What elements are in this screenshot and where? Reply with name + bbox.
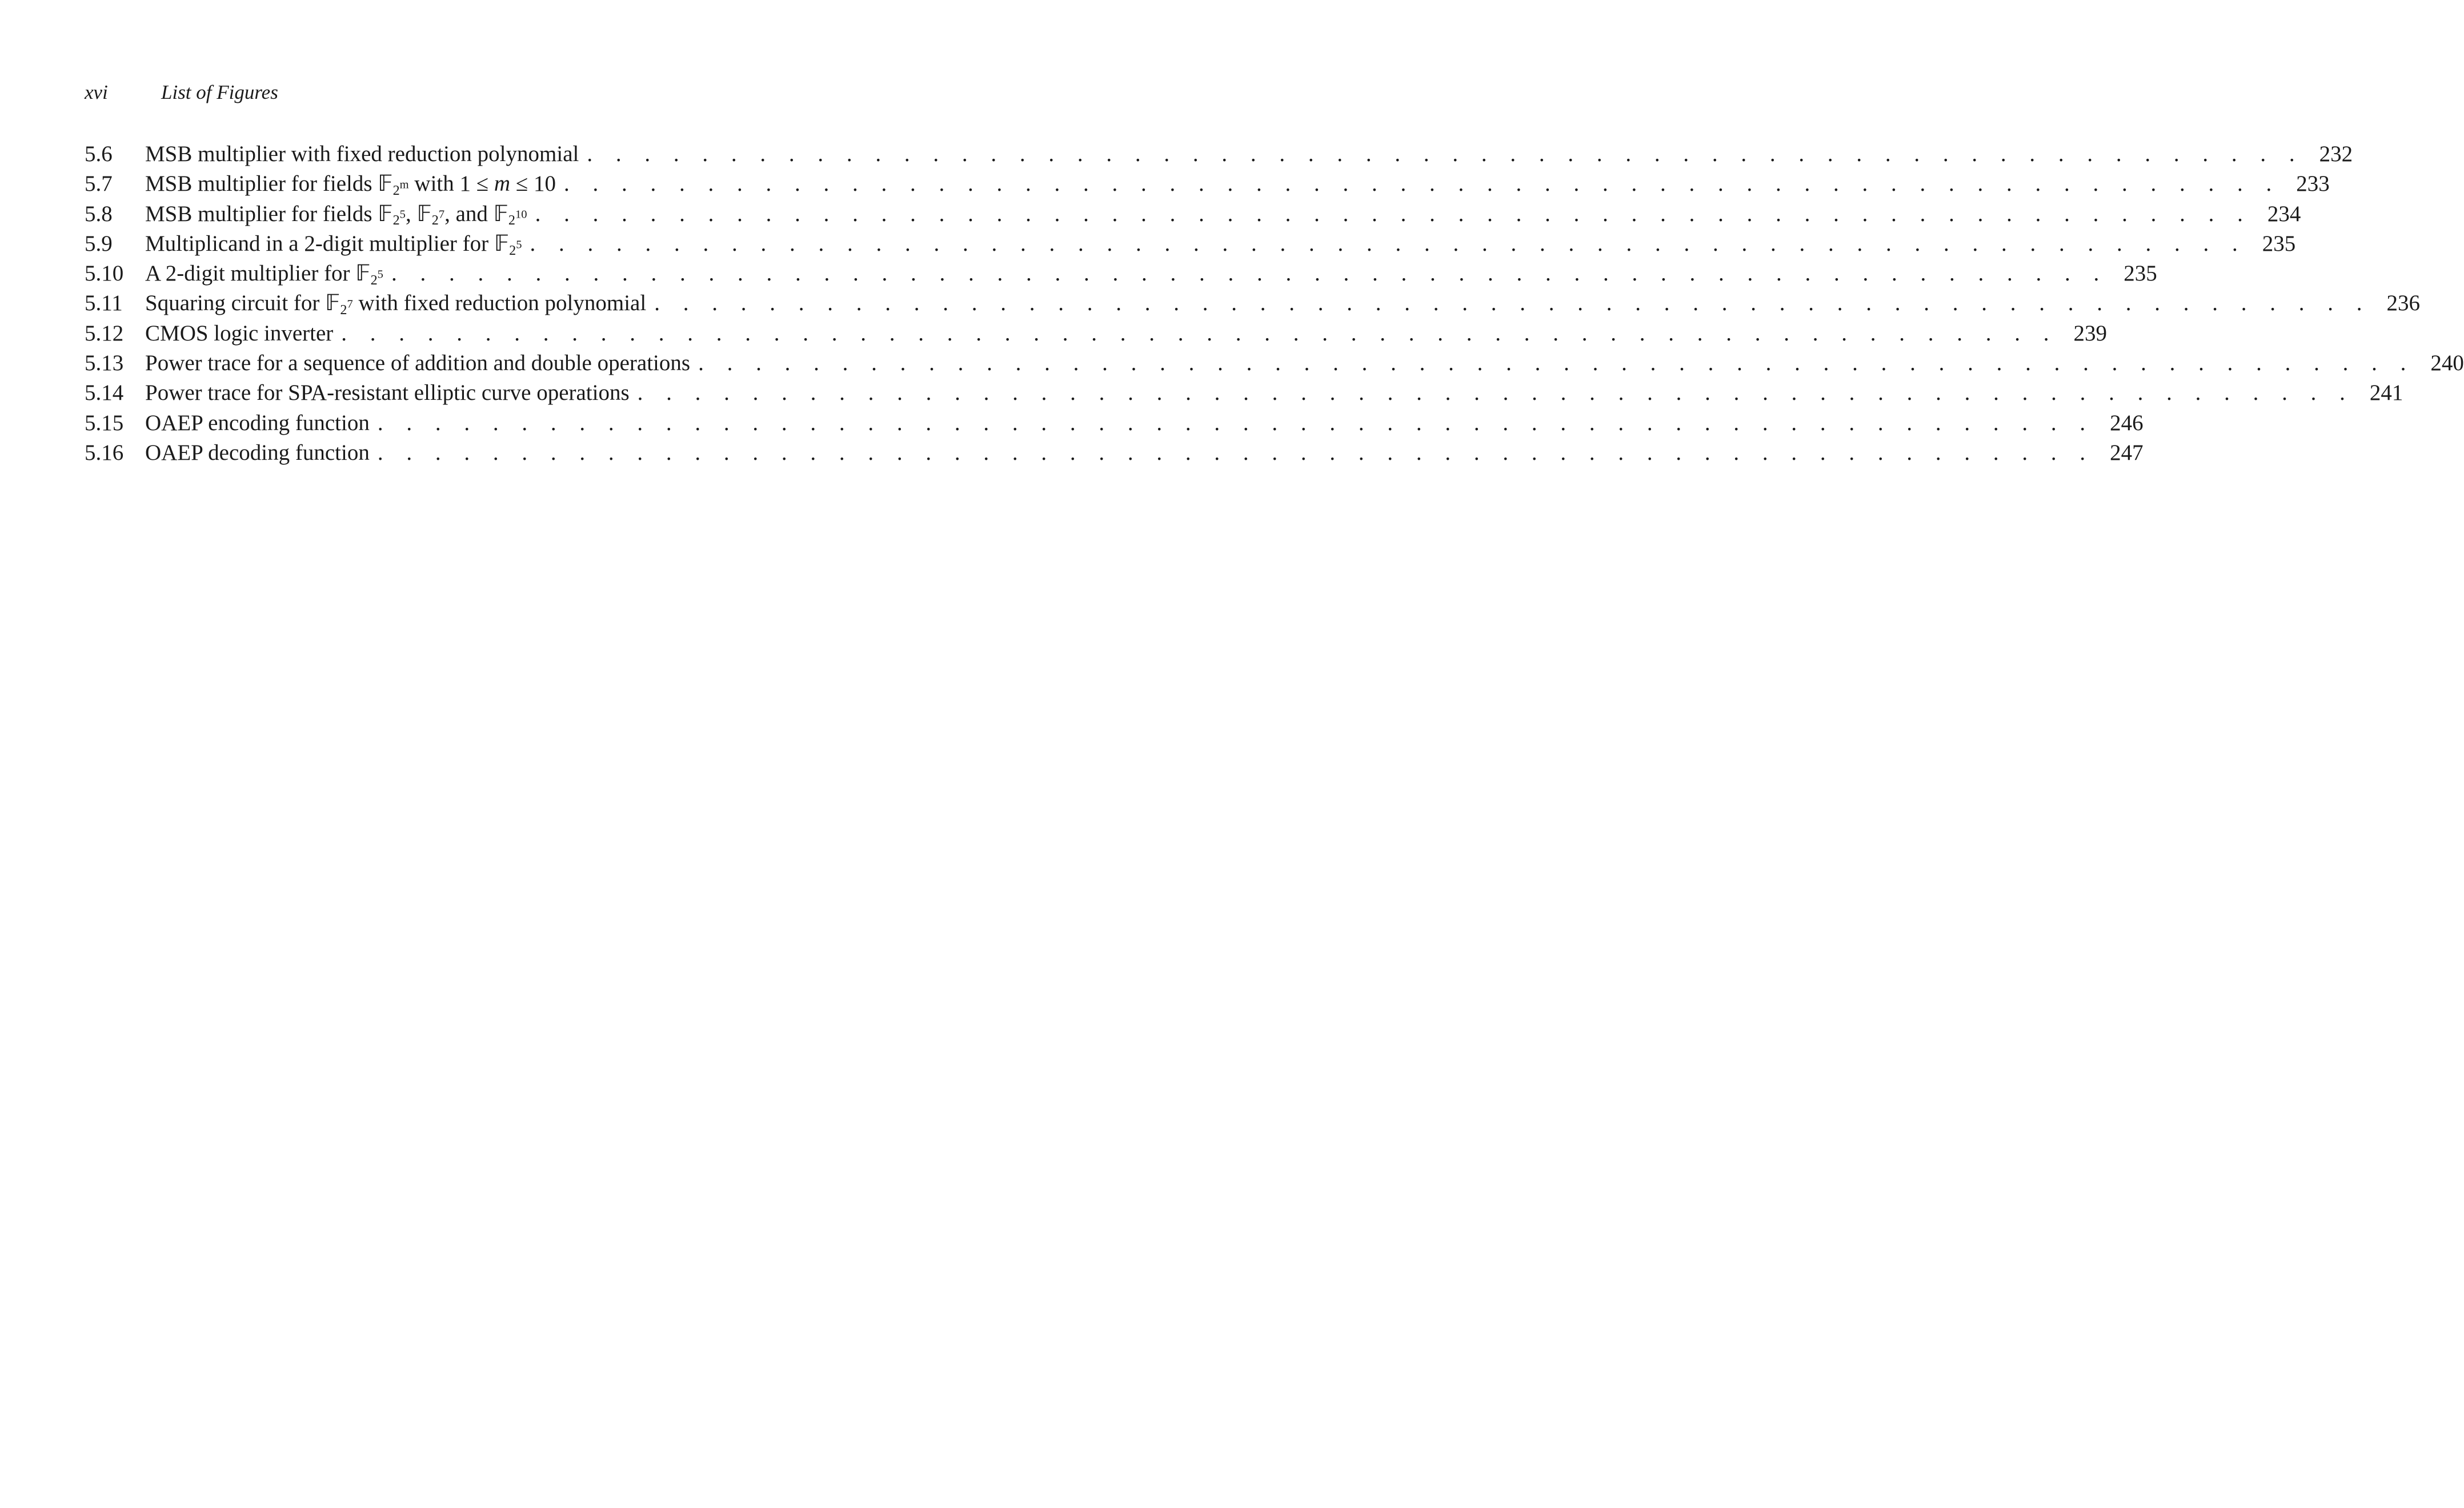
figure-page-number: 233: [2296, 171, 2330, 196]
figure-page-number: 239: [2073, 320, 2108, 346]
figure-title: MSB multiplier for fields 𝔽$_{2^5}$, 𝔽$_{2^7}$, and 𝔽$_{2^{10}}$: [145, 201, 527, 228]
running-title: List of Figures: [161, 81, 278, 103]
dot-leader: . . . . . . . . . . . . . . . . . . . . . . . . . . . . . . . . . . . . . . . . . . . . . . . . . . . . . . . . . . . .: [377, 440, 2094, 465]
figure-number: 5.12: [85, 320, 124, 346]
figure-number: 5.11: [85, 291, 123, 316]
figure-page-number: 246: [2110, 410, 2144, 435]
dot-leader: . . . . . . . . . . . . . . . . . . . . . . . . . . . . . . . . . . . . . . . . . . . . . . . . . . . . . . . . . . . .: [698, 351, 2415, 376]
figure-page-number: 241: [2369, 380, 2403, 406]
figure-number: 5.6: [85, 142, 113, 166]
figure-title: Power trace for a sequence of addition and double operations: [145, 351, 691, 376]
figure-page-number: 236: [2386, 291, 2420, 316]
figure-entry[interactable]: [85, 199, 2301, 229]
dot-leader: . . . . . . . . . . . . . . . . . . . . . . . . . . . . . . . . . . . . . . . . . . . . . . . . . . . . . . . . . . . .: [377, 410, 2094, 435]
figure-entry[interactable]: [85, 319, 2108, 348]
figure-entry[interactable]: [85, 408, 2144, 438]
figure-title: Multiplicand in a 2-digit multiplier for 𝔽$_{2^5}$: [145, 231, 522, 258]
figure-title: CMOS logic inverter: [145, 320, 334, 346]
dot-leader: . . . . . . . . . . . . . . . . . . . . . . . . . . . . . . . . . . . . . . . . . . . . . . . . . . . . . . . . . . . .: [341, 320, 2058, 346]
figure-entry[interactable]: [85, 229, 2296, 259]
figure-page-number: 235: [2124, 261, 2157, 286]
figure-title: MSB multiplier for fields 𝔽$_{2^m}$ with 1 ≤ m ≤ 10: [145, 171, 556, 199]
figure-entry[interactable]: [85, 139, 2353, 169]
running-header: [85, 81, 278, 110]
dot-leader: . . . . . . . . . . . . . . . . . . . . . . . . . . . . . . . . . . . . . . . . . . . . . . . . . . . . . . . . . . . .: [587, 142, 2304, 166]
figure-title: OAEP encoding function: [145, 410, 370, 435]
figure-number: 5.15: [85, 410, 124, 435]
dot-leader: . . . . . . . . . . . . . . . . . . . . . . . . . . . . . . . . . . . . . . . . . . . . . . . . . . . . . . . . . . . .: [391, 261, 2108, 286]
figure-title: A 2-digit multiplier for 𝔽$_{2^5}$: [145, 261, 383, 288]
figure-page-number: 232: [2319, 142, 2353, 166]
figure-number: 5.9: [85, 231, 113, 256]
figure-page-number: 247: [2110, 440, 2144, 465]
figure-title: OAEP decoding function: [145, 440, 370, 465]
figure-number: 5.16: [85, 440, 124, 465]
figure-entry[interactable]: [85, 378, 2403, 408]
page-number: xvi: [85, 81, 108, 103]
figure-title: Power trace for SPA-resistant elliptic curve operations: [145, 380, 630, 406]
figure-entry[interactable]: [85, 259, 2157, 288]
figure-number: 5.7: [85, 171, 113, 196]
figure-entry[interactable]: [85, 438, 2144, 468]
figure-title: Squaring circuit for 𝔽$_{2^7}$ with fixed reduction polynomial: [145, 291, 647, 318]
dot-leader: . . . . . . . . . . . . . . . . . . . . . . . . . . . . . . . . . . . . . . . . . . . . . . . . . . . . . . . . . . . .: [535, 201, 2252, 226]
figure-number: 5.10: [85, 261, 124, 286]
figure-page-number: 235: [2262, 231, 2296, 256]
figure-number: 5.13: [85, 351, 124, 376]
figure-page-number: 240: [2430, 351, 2464, 376]
dot-leader: . . . . . . . . . . . . . . . . . . . . . . . . . . . . . . . . . . . . . . . . . . . . . . . . . . . . . . . . . . . .: [563, 171, 2281, 196]
figure-entry[interactable]: [85, 348, 2464, 378]
figure-entry[interactable]: [85, 169, 2330, 199]
figure-title: MSB multiplier with fixed reduction polynomial: [145, 142, 579, 166]
list-of-figures: [85, 139, 2464, 468]
dot-leader: . . . . . . . . . . . . . . . . . . . . . . . . . . . . . . . . . . . . . . . . . . . . . . . . . . . . . . . . . . . .: [637, 380, 2354, 406]
figure-page-number: 234: [2267, 201, 2301, 226]
dot-leader: . . . . . . . . . . . . . . . . . . . . . . . . . . . . . . . . . . . . . . . . . . . . . . . . . . . . . . . . . . . .: [530, 231, 2247, 256]
figure-number: 5.14: [85, 380, 124, 406]
figure-number: 5.8: [85, 201, 113, 226]
dot-leader: . . . . . . . . . . . . . . . . . . . . . . . . . . . . . . . . . . . . . . . . . . . . . . . . . . . . . . . . . . . .: [654, 291, 2371, 316]
figure-entry[interactable]: [85, 288, 2420, 318]
